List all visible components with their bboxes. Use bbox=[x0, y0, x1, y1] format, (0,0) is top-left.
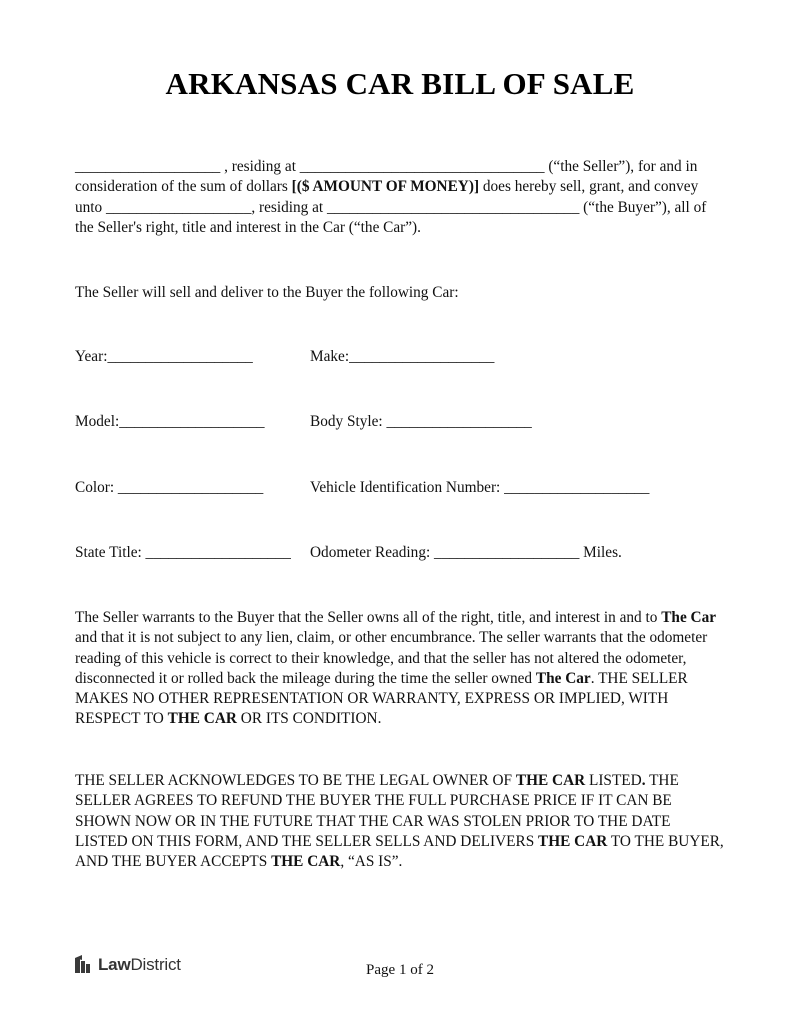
warranty-bold-2: The Car bbox=[535, 669, 591, 687]
intro-text-1: ___________________ , residing at ________________________________ (“the Seller”), for and in consideration of the sum of dollars bbox=[75, 158, 698, 196]
warranty-text-2: and that it is not subject to any lien, claim, or other encumbrance. The seller warrants that the odometer reading of this vehicle is correct to their knowledge, and that the seller has not altered the odometer, disconnected it or rolled back the mileage during the time the seller owned bbox=[75, 629, 708, 687]
ack-text-3: THE SELLER AGREES TO REFUND THE BUYER THE FULL PURCHASE PRICE IF IT CAN BE SHOWN NOW OR IN THE FUTURE THAT THE CAR WAS STOLEN PRIOR TO THE DATE LISTED ON THIS FORM, AND THE SELLER SELLS AND DELIVERS bbox=[75, 772, 679, 850]
intro-paragraph bbox=[75, 157, 725, 238]
ack-text-5: , “AS IS”. bbox=[340, 853, 403, 871]
ack-bold-3: THE CAR bbox=[538, 832, 608, 850]
document-title: ARKANSAS CAR BILL OF SALE bbox=[165, 66, 635, 101]
acknowledgement-paragraph bbox=[75, 771, 725, 872]
logo-wordmark-rest: District bbox=[130, 955, 181, 974]
ack-bold-2: . bbox=[641, 772, 646, 789]
ack-text-4: TO THE BUYER, AND THE BUYER ACCEPTS bbox=[75, 832, 724, 871]
page-number: Page 1 of 2 bbox=[366, 962, 434, 978]
ack-text-1: THE SELLER ACKNOWLEDGES TO BE THE LEGAL OWNER OF bbox=[75, 772, 516, 789]
warranty-text-1: The Seller warrants to the Buyer that the Seller owns all of the right, title, and interest in and to bbox=[75, 609, 662, 626]
intro-text-2: does hereby sell, grant, and convey unto ___________________, residing at _________________________________ (“the Buyer”), all of the Seller's right, title and interest in the Car (“the Car”). bbox=[75, 178, 707, 236]
model-field: Model:___________________ bbox=[75, 413, 265, 430]
warranty-paragraph bbox=[75, 608, 725, 730]
warranty-bold-1: The Car bbox=[661, 609, 717, 626]
ack-text-2: LISTED bbox=[585, 772, 642, 789]
year-field: Year:___________________ bbox=[75, 348, 253, 365]
warranty-bold-3: THE CAR bbox=[167, 710, 237, 728]
state-title-field: State Title: ___________________ bbox=[75, 544, 291, 561]
amount-placeholder: [($ AMOUNT OF MONEY)] bbox=[291, 178, 480, 196]
ack-bold-4: THE CAR bbox=[271, 853, 341, 871]
warranty-text-3: . THE SELLER MAKES NO OTHER REPRESENTATION OR WARRANTY, EXPRESS OR IMPLIED, WITH RESPECT TO bbox=[75, 669, 688, 728]
warranty-text-4: OR ITS CONDITION. bbox=[236, 710, 382, 728]
make-field: Make:___________________ bbox=[310, 348, 495, 365]
ack-bold-1: THE CAR bbox=[515, 772, 586, 789]
lead-paragraph: The Seller will sell and deliver to the Buyer the following Car: bbox=[75, 284, 459, 301]
vin-field: Vehicle Identification Number: ___________________ bbox=[310, 479, 650, 496]
logo-wordmark-strong: Law bbox=[98, 955, 131, 974]
body-style-field: Body Style: ___________________ bbox=[310, 413, 532, 430]
odometer-field: Odometer Reading: ___________________ Miles. bbox=[310, 544, 622, 561]
color-field: Color: ___________________ bbox=[75, 479, 264, 496]
